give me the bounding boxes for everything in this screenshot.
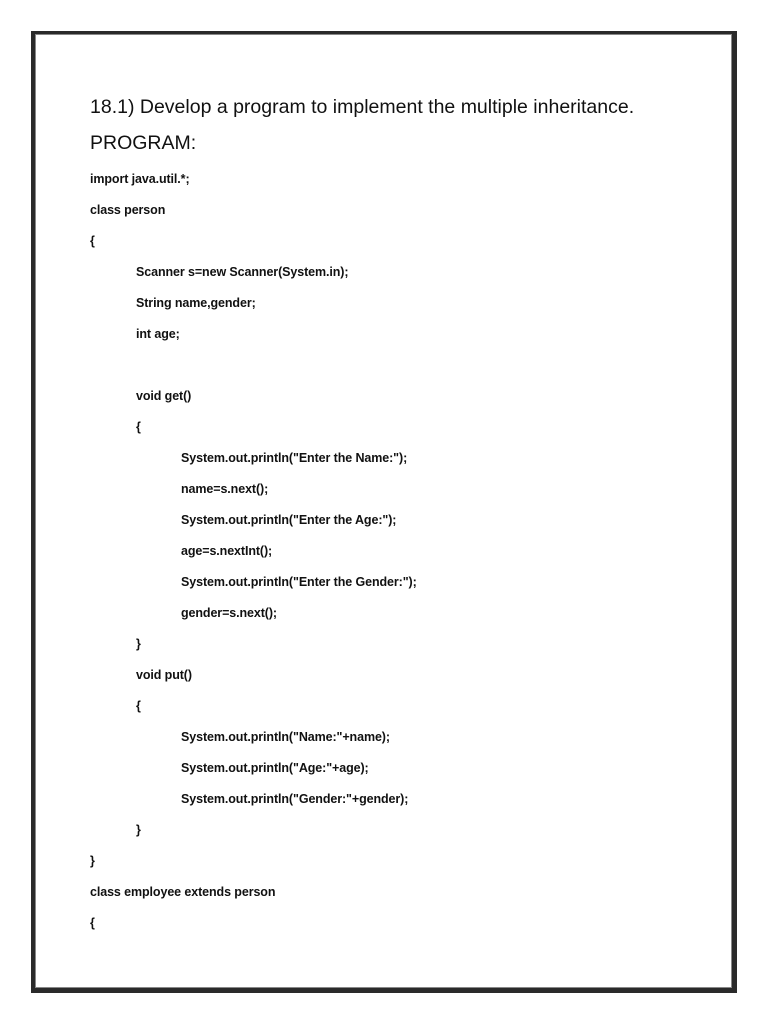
- code-line: void get(): [136, 389, 192, 403]
- code-line: age=s.nextInt();: [181, 544, 273, 558]
- code-line: }: [90, 854, 95, 868]
- code-line: System.out.println("Age:"+age);: [181, 761, 369, 775]
- code-line: }: [136, 637, 141, 651]
- code-line: System.out.println("Enter the Name:");: [181, 451, 408, 465]
- code-line: Scanner s=new Scanner(System.in);: [136, 265, 349, 279]
- code-line: System.out.println("Enter the Gender:");: [181, 575, 417, 589]
- code-line: String name,gender;: [136, 296, 256, 310]
- code-line: class employee extends person: [90, 885, 276, 899]
- code-line: {: [136, 699, 141, 713]
- code-listing: [90, 168, 417, 943]
- code-line: void put(): [136, 668, 192, 682]
- code-line: {: [90, 234, 95, 248]
- code-line: System.out.println("Enter the Age:");: [181, 513, 397, 527]
- code-line: {: [136, 420, 141, 434]
- document-heading: 18.1) Develop a program to implement the multiple inheritance.: [90, 96, 635, 118]
- code-line-blank: [90, 354, 417, 385]
- code-line: System.out.println("Gender:"+gender);: [181, 792, 409, 806]
- code-line: System.out.println("Name:"+name);: [181, 730, 390, 744]
- code-line: int age;: [136, 327, 180, 341]
- code-line: {: [90, 916, 95, 930]
- code-line: }: [136, 823, 141, 837]
- code-line: import java.util.*;: [90, 172, 190, 186]
- program-label: PROGRAM:: [90, 132, 197, 154]
- code-line: gender=s.next();: [181, 606, 277, 620]
- code-line: class person: [90, 203, 166, 217]
- code-line: name=s.next();: [181, 482, 269, 496]
